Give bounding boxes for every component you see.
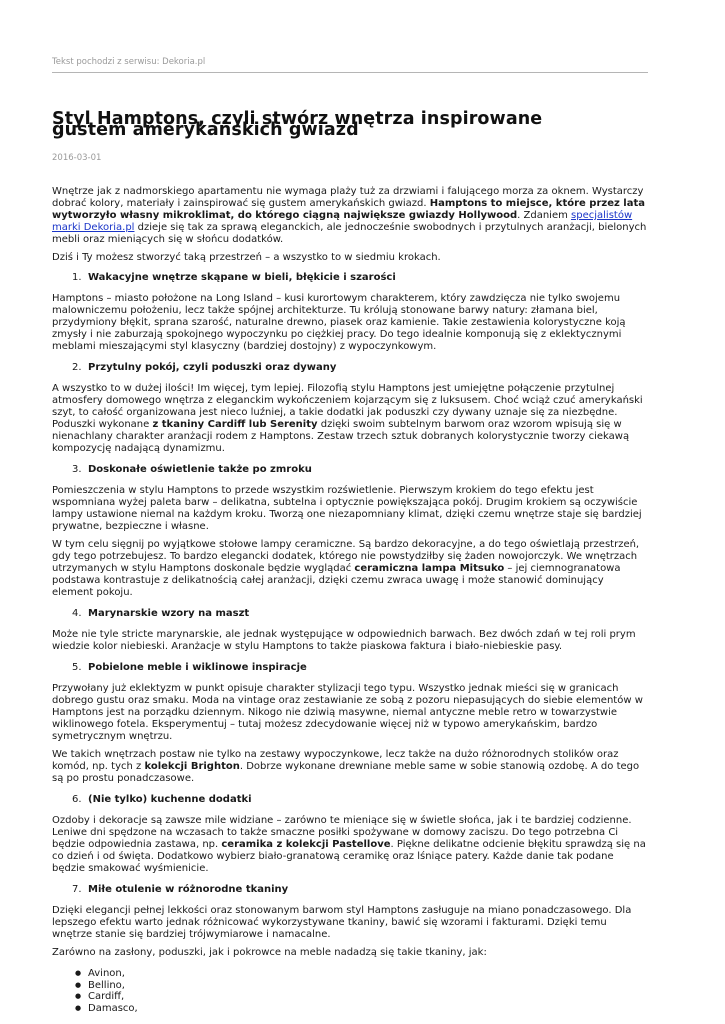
section-heading-3: 3. Doskonałe oświetlenie także po zmroku [72,464,312,475]
section-1-paragraph: Hamptons – miasto położone na Long Island – kusi kurortowym charakterem, który zawdzięcza nie tylko swojemu malowniczemu położeniu, lecz także spójnej architekturze. Tu królują stonowane barwy natury: złamana biel, przydymiony błękit, sprana szarość, naturalne drewno, piasek oraz kamienie. Takie zestawienia kolorystyczne koją zmysły i nie zaburzają spokojnego wypoczynku po ciężkiej pracy. Do tego idealnie komponują się z eklektycznymi meblami mieszającymi styl klasyczny (bardziej dostojny) z wypoczynkowym. [52,293,626,352]
list-item: ● Damasco, [52,1003,648,1015]
list-item: ● Bellino, [52,980,648,992]
intro-paragraph: Wnętrze jak z nadmorskiego apartamentu nie wymaga plaży tuż za drzwiami i falującego morza za oknem. Wystarczy dobrać kolory, materiały i zainspirować się gustem amerykańskich gwiazd. Hamptons to miejsce, które przez lata wytworzyło własny mikroklimat, do którego ciągną największe gwiazdy Hollywood. Zdaniem specjalistów marki Dekoria.pl dzieje się tak za sprawą eleganckich, ale jednocześnie swobodnych i przytulnych aranżacji, bielonych mebli oraz mieniących się w słońcu dodatków. [52,186,647,245]
section-heading-2: 2. Przytulny pokój, czyli poduszki oraz dywany [72,362,337,373]
section-3-paragraph-2: W tym celu sięgnij po wyjątkowe stołowe lampy ceramiczne. Są bardzo dekoracyjne, a do tego oświetlają przestrzeń, gdy tego potrzebujesz. To bardzo elegancki dodatek, którego nie powstydziłby się żaden nowojorczyk. We wnętrzach utrzymanych w stylu Hamptons doskonale będzie wyglądać ceramiczna lampa Mitsuko – jej ciemnogranatowa podstawa kontrastuje z delikatnością całej aranżacji, dzięki czemu zwraca uwagę i może stanowić dominujący element pokoju. [52,539,640,598]
section-2-paragraph: A wszystko to w dużej ilości! Im więcej, tym lepiej. Filozofią stylu Hamptons jest umiejętne połączenie przytulnej atmosfery domowego wnętrza z eleganckim wykończeniem kojarzącym się z luksusem. Choć wciąż czuć amerykański szyt, to całość organizowana jest nieco luźniej, a takie dodatki jak poduszki czy dywany uznaje się za niezbędne. Poduszki wykonane z tkaniny Cardiff lub Serenity dzięki swoim subtelnym barwom oraz wzorom wpisują się w nienachlany charakter aranżacji rodem z Hamptons. Zestaw trzech sztuk dobranych kolorystycznie tworzy ciekawą kompozycję nadającą dynamizmu. [52,383,643,454]
section-heading-7: 7. Miłe otulenie w różnorodne tkaniny [72,884,289,895]
document-page [52,0,648,1014]
section-6-paragraph: Ozdoby i dekoracje są zawsze mile widziane – zarówno te mieniące się w świetle słońca, jak i te bardziej codzienne. Leniwe dni spędzone na wczasach to także smaczne posiłki spożywane w domowy zaciszu. Do tego potrzebna Ci będzie odpowiednia zastawa, np. ceramika z kolekcji Pastellove. Piękne delikatne odcienie błękitu sprawdzą się na co dzień i od święta. Dodatkowo wybierz biało-granatową ceramikę oraz lśniące patery. Każde danie tak podane będzie smakować wyśmienicie. [52,815,646,874]
fabric-list [52,968,648,1014]
section-7-paragraph-2: Zarówno na zasłony, poduszki, jak i pokrowce na meble nadadzą się takie tkaniny, jak: [52,947,487,958]
section-4-paragraph: Może nie tyle stricte marynarskie, ale jednak występujące w odpowiednich barwach. Bez dwóch zdań w tej roli prym wiedzie kolor niebieski. Aranżacje w stylu Hamptons to także piaskowa faktura i biało-niebieskie pasy. [52,629,636,652]
article-title: Styl Hamptons, czyli stwórz wnętrza inspirowane gustem amerykańskich gwiazd [52,109,543,140]
section-heading-4: 4. Marynarskie wzory na maszt [72,608,250,619]
section-5-paragraph-2: We takich wnętrzach postaw nie tylko na zestawy wypoczynkowe, lecz także na dużo różnorodnych stolików oraz komód, np. tych z kolekcji Brighton. Dobrze wykonane drewniane meble same w sobie stanowią ozdobę. A do tego są po prostu ponadczasowe. [52,749,640,784]
source-line: Tekst pochodzi z serwisu: Dekoria.pl [52,0,648,73]
section-heading-5: 5. Pobielone meble i wiklinowe inspiracje [72,662,307,673]
list-item: ● Cardiff, [52,991,648,1003]
section-5-paragraph-1: Przywołany już eklektyzm w punkt opisuje charakter stylizacji tego typu. Wszystko jednak mieści się w granicach dobrego gustu oraz smaku. Moda na vintage oraz zestawianie ze sobą z pozoru niepasujących do siebie elementów w Hamptons jest na porządku dziennym. Nikogo nie dziwią masywne, niemal antyczne meble retro w towarzystwie wiklinowego fotela. Eksperymentuj – tutaj możesz zdecydowanie więcej niż w typowo amerykańskim, bardzo symetrycznym wnętrzu. [52,683,643,742]
section-heading-6: 6. (Nie tylko) kuchenne dodatki [72,794,252,805]
specialists-link[interactable]: specjalistów marki Dekoria.pl [52,210,633,233]
article-date: 2016-03-01 [52,153,102,163]
list-item: ● Avinon, [52,968,648,980]
intro-paragraph-2: Dziś i Ty możesz stworzyć taką przestrzeń – a wszystko to w siedmiu krokach. [52,252,441,263]
section-3-paragraph-1: Pomieszczenia w stylu Hamptons to przede wszystkim rozświetlenie. Pierwszym krokiem do tego efektu jest wspomniana wyżej paleta barw – delikatna, subtelna i optycznie powiększająca pokój. Drugim krokiem są oczywiście lampy ustawione niemal na każdym kroku. Tworzą one niezapomniany klimat, dzięki czemu wnętrze staje się bardziej prywatne, bezpieczne i własne. [52,485,642,532]
section-heading-1: 1. Wakacyjne wnętrze skąpane w bieli, błękicie i szarości [72,272,396,283]
section-7-paragraph-1: Dzięki elegancji pełnej lekkości oraz stonowanym barwom styl Hamptons zasługuje na miano ponadczasowego. Dla lepszego efektu warto jednak różnicować wykorzystywane tkaniny, bawić się wzorami i fakturami. Dzięki temu wnętrze stanie się bardziej trójwymiarowe i namacalne. [52,905,632,940]
